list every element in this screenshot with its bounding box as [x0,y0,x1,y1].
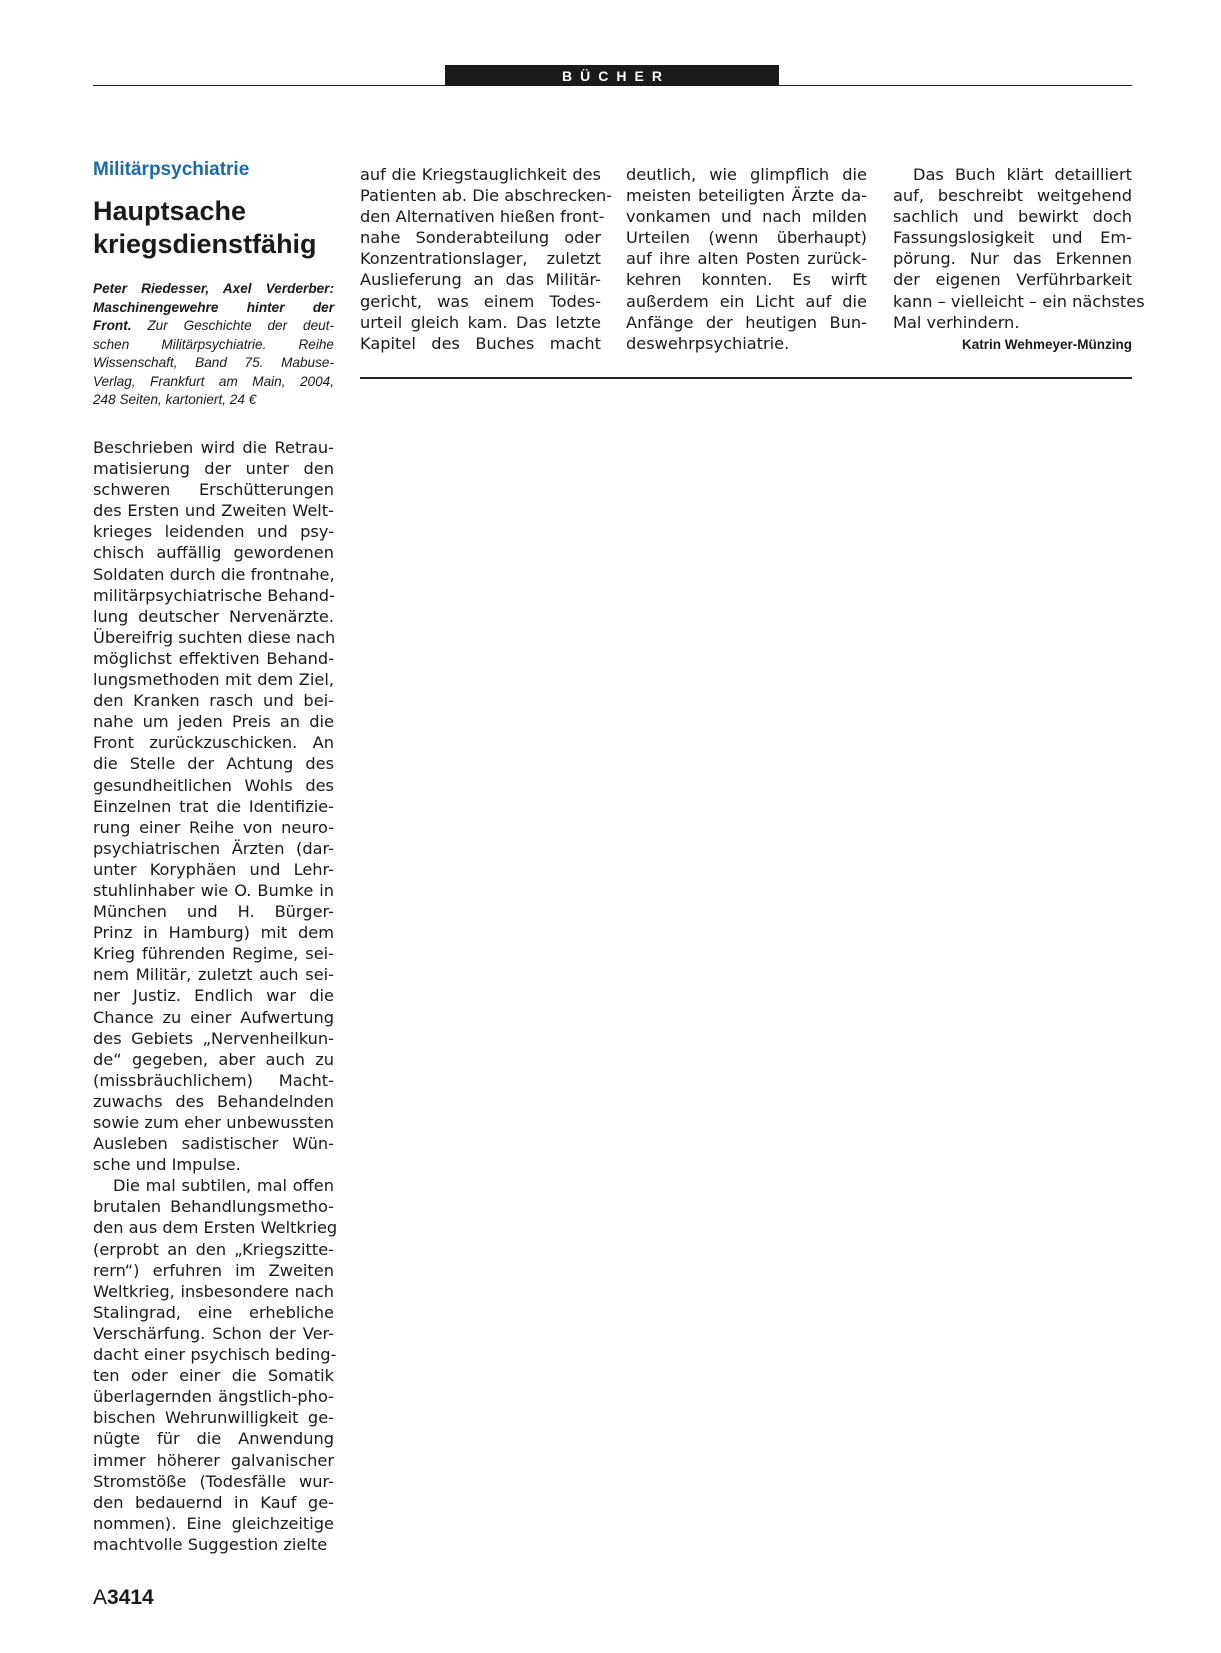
text-line: nommen). Eine gleichzeitige [93,1513,334,1533]
text-line: gericht, was einem Todes- [360,291,601,311]
headline-line: Hauptsache [93,196,247,226]
text-line: Konzentrationslager, zuletzt [360,249,601,269]
text-line: Auslieferung an das Militär- [360,270,601,290]
text-line: pörung. Nur das Erkennen [893,249,1132,269]
text-line: Mal verhindern. [893,312,1020,332]
text-line: lung deutscher Nervenärzte. [93,606,334,626]
article-headline [93,195,353,261]
text-line: Verschärfung. Schon der Ver- [93,1323,334,1343]
text-line: urteil gleich kam. Das letzte [360,312,601,332]
text-line: nahe Sonderabteilung oder [360,228,601,248]
text-line: kann – vielleicht – ein nächstes [893,291,1145,311]
bib-line: Verlag, Frankfurt am Main, 2004, [93,373,334,389]
text-line: Soldaten durch die frontnahe, [93,564,335,584]
text-line: Übereifrig suchten diese nach [93,627,336,647]
headline-line: kriegsdienstfähig [93,229,317,259]
bib-line: Maschinengewehre hinter der [93,299,334,315]
text-line: auf die Kriegstauglichkeit des [360,165,601,184]
text-line: nem Militär, zuletzt auch sei- [93,965,334,985]
bib-line: Wissenschaft, Band 75. Mabuse- [93,355,334,370]
text-line: Urteilen (wenn überhaupt) [626,228,867,248]
text-line: die Stelle der Achtung des [93,754,334,774]
text-line: rern“) erfuhren im Zweiten [93,1260,334,1280]
text-line: auf, beschreibt weitgehend [893,186,1132,206]
text-line: den Alternativen hießen front- [360,207,605,227]
text-line: den aus dem Ersten Weltkrieg [93,1218,338,1238]
text-line: Fassungslosigkeit und Em- [893,228,1132,248]
text-line: deutlich, wie glimpflich die [626,165,867,184]
text-line: psychiatrischen Ärzten (dar- [93,838,334,858]
text-column-2 [360,164,613,354]
text-line: Kapitel des Buches macht [360,333,601,353]
text-line: immer höherer galvanischer [93,1450,334,1470]
page-number: 3414 [107,1586,154,1609]
text-line: sche und Impulse. [93,1155,241,1175]
text-line: matisierung der unter den [93,459,334,479]
text-line: zuwachs des Behandelnden [93,1091,334,1111]
text-line: (erprobt an den „Kriegszitte- [93,1239,334,1259]
text-line: des Gebiets „Nervenheilkun- [93,1028,334,1048]
text-line: nahe um jeden Preis an die [93,712,334,732]
text-line: krieges leidenden und psy- [93,522,334,542]
book-bibliography [93,280,334,410]
text-line: Prinz in Hamburg) mit dem [93,923,334,943]
text-line: kehren konnten. Es wirft [626,270,867,290]
text-line: stuhlinhaber wie O. Bumke in [93,880,334,900]
text-line: sachlich und bewirkt doch [893,207,1132,227]
text-line: außerdem ein Licht auf die [626,291,867,311]
text-line: machtvolle Suggestion zielte [93,1534,328,1554]
bib-rest-start: Zur Geschichte der deut- [131,318,334,333]
text-line: nügte für die Anwendung [93,1429,334,1449]
bib-line: 248 Seiten, kartoniert, 24 € [93,392,257,407]
text-line: militärpsychiatrische Behand- [93,585,335,605]
text-line: rung einer Reihe von neuro- [93,817,334,837]
text-line: gesundheitlichen Wohls des [93,775,334,795]
text-column-1 [93,437,338,1555]
text-line: Stromstöße (Todesfälle wur- [93,1471,334,1491]
text-line: Patienten ab. Die abschrecken- [360,186,613,206]
text-line: dacht einer psychisch beding- [93,1345,337,1365]
text-line: überlagernden ängstlich-pho- [93,1387,334,1407]
text-line: Die mal subtilen, mal offen [113,1176,334,1196]
text-line: vonkamen und nach milden [626,207,867,227]
text-line: deswehrpsychiatrie. [626,333,790,353]
folio-prefix: A [93,1586,108,1609]
text-column-3 [626,164,867,354]
text-line: Chance zu einer Aufwertung [93,1007,334,1027]
text-line: Weltkrieg, insbesondere nach [93,1281,334,1301]
text-line: Anfänge der heutigen Bun- [626,312,867,332]
text-line: ten oder einer die Somatik [93,1366,334,1386]
text-line: schweren Erschütterungen [93,480,334,500]
text-line: chisch auffällig gewordenen [93,543,334,563]
text-line: Beschrieben wird die Retrau- [93,438,334,457]
text-line: Front zurückzuschicken. An [93,733,334,753]
text-line: den Kranken rasch und bei- [93,691,334,711]
text-line: des Ersten und Zweiten Welt- [93,501,334,521]
text-line: den bedauernd in Kauf ge- [93,1492,334,1512]
text-line: möglichst effektiven Behand- [93,648,334,668]
bib-line: schen Militärpsychiatrie. Reihe [93,336,334,352]
article-end-rule [360,377,1132,379]
page-folio [93,1586,154,1610]
text-line: unter Koryphäen und Lehr- [93,859,334,879]
text-column-4 [893,164,1145,333]
text-line: der eigenen Verführbarkeit [893,270,1132,290]
text-line: Einzelnen trat die Identifizie- [93,796,334,816]
text-line: Stalingrad, eine erhebliche [93,1302,334,1322]
text-line: auf ihre alten Posten zurück- [626,249,867,269]
bib-bold-start: Front. [93,318,132,333]
text-line: München und H. Bürger- [93,902,334,922]
bib-line: Peter Riedesser, Axel Verderber: [93,281,334,296]
section-label: BÜCHER [445,65,779,86]
text-line: Ausleben sadistischer Wün- [93,1134,334,1154]
article-rubric: Militärpsychiatrie [93,159,250,180]
text-line: Krieg führenden Regime, sei- [93,944,334,964]
text-line: ner Justiz. Endlich war die [93,986,334,1006]
text-line: meisten beteiligten Ärzte da- [626,186,867,206]
text-line: brutalen Behandlungsmetho- [93,1197,334,1217]
text-line: Das Buch klärt detailliert [913,165,1132,184]
text-line: bischen Wehrunwilligkeit ge- [93,1408,334,1428]
bib-line [93,317,334,336]
text-line: sowie zum eher unbewussten [93,1113,334,1132]
text-line: (missbräuchlichem) Macht- [93,1070,334,1090]
author-signature: Katrin Wehmeyer-Münzing [961,337,1132,352]
text-line: de“ gegeben, aber auch zu [93,1049,334,1069]
text-line: lungsmethoden mit dem Ziel, [93,670,334,690]
